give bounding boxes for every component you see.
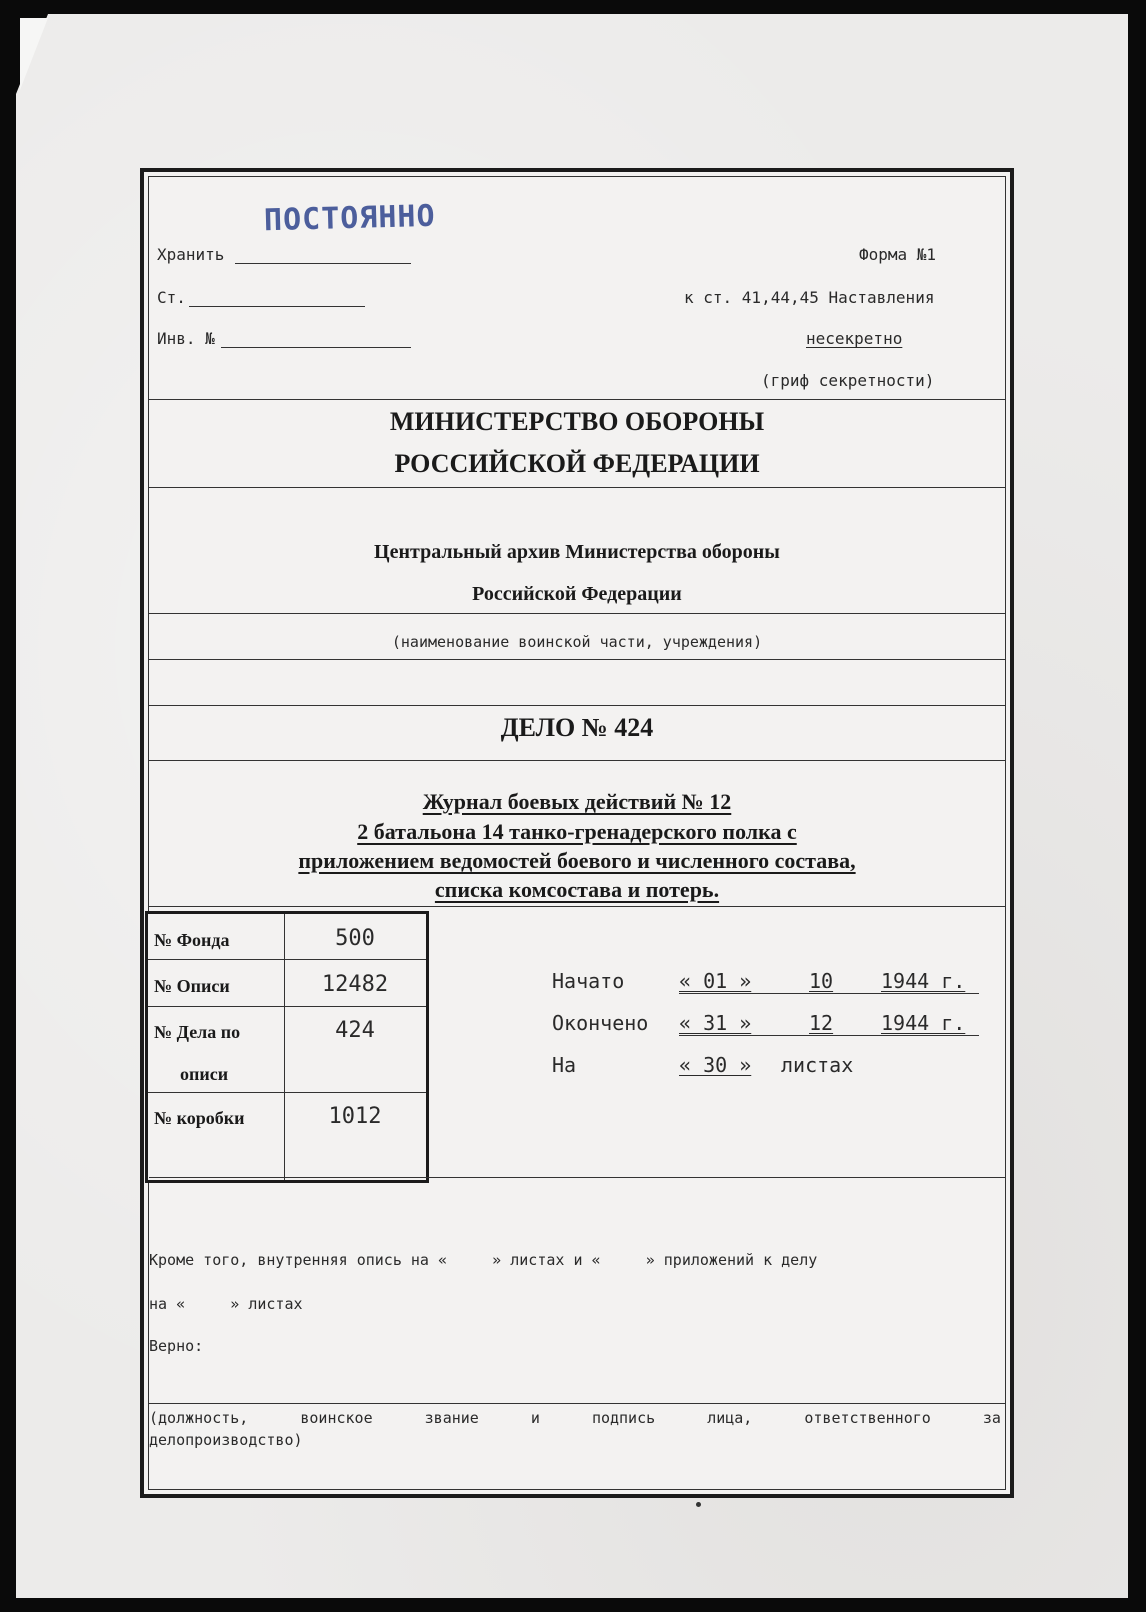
khranit-label: Хранить bbox=[157, 245, 225, 264]
sheets-unit: листах bbox=[781, 1053, 854, 1077]
divider-5 bbox=[149, 705, 1005, 706]
journal-line3: приложением ведомостей боевого и численного состава, bbox=[298, 848, 856, 873]
ended-day: « 31 » bbox=[679, 1011, 752, 1035]
started-month: 10 bbox=[809, 969, 834, 993]
table-row-value: 12482 bbox=[321, 972, 389, 997]
divider-3 bbox=[149, 613, 1005, 614]
journal-line2: 2 батальона 14 танко-гренадерского полка с bbox=[357, 819, 797, 844]
sheets-label: На bbox=[552, 1053, 577, 1077]
divider-4 bbox=[149, 659, 1005, 660]
divider-1 bbox=[149, 399, 1005, 400]
table-row-divider bbox=[148, 1006, 426, 1007]
journal-line1: Журнал боевых действий № 12 bbox=[422, 789, 732, 814]
signature-caption-word: и bbox=[530, 1409, 540, 1427]
divider-8 bbox=[149, 1177, 1005, 1178]
divider-9 bbox=[149, 1403, 1005, 1404]
st-line bbox=[189, 306, 365, 307]
inventory-note-line2: на « » листах bbox=[149, 1295, 303, 1313]
signature-caption-word: за bbox=[982, 1409, 1001, 1427]
table-row-label: № Описи bbox=[154, 976, 230, 996]
nastavleniya-ref: к ст. 41,44,45 Наставления bbox=[684, 288, 935, 307]
archive-line1: Центральный архив Министерства обороны bbox=[374, 541, 780, 563]
started-label: Начато bbox=[552, 969, 625, 993]
case-title: ДЕЛО № 424 bbox=[500, 713, 654, 742]
st-label: Ст. bbox=[157, 288, 186, 307]
khranit-line bbox=[235, 263, 411, 264]
archive-form bbox=[140, 168, 1014, 1498]
form-number: Форма №1 bbox=[859, 245, 937, 264]
started-year: 1944 г. bbox=[881, 969, 966, 993]
ministry-line1: МИНИСТЕРСТВО ОБОРОНЫ bbox=[389, 407, 765, 436]
ended-month: 12 bbox=[809, 1011, 834, 1035]
archive-index-table bbox=[145, 911, 429, 1183]
permanent-stamp: ПОСТОЯННО bbox=[263, 198, 436, 239]
inv-label: Инв. № bbox=[157, 329, 215, 348]
table-row-label: № коробки bbox=[154, 1108, 245, 1128]
sheets-value: « 30 » bbox=[679, 1053, 752, 1077]
archive-caption: (наименование воинской части, учреждения) bbox=[391, 633, 763, 651]
secrecy-value: несекретно bbox=[806, 329, 903, 348]
form-inner-border bbox=[148, 176, 1006, 1490]
page-corner-fold-inner bbox=[20, 18, 48, 90]
secrecy-caption: (гриф секретности) bbox=[761, 371, 935, 390]
table-row-value: 1012 bbox=[328, 1104, 382, 1129]
table-column-divider bbox=[284, 914, 285, 1180]
table-row-value: 500 bbox=[335, 926, 375, 951]
journal-line4: списка комсостава и потерь. bbox=[434, 877, 720, 902]
verno-label: Верно: bbox=[149, 1337, 204, 1355]
started-day: « 01 » bbox=[679, 969, 752, 993]
table-row-value: 424 bbox=[335, 1018, 375, 1043]
divider-7 bbox=[149, 906, 1005, 907]
archive-line2: Российской Федерации bbox=[472, 583, 682, 605]
signature-caption-word: звание bbox=[424, 1409, 479, 1427]
ministry-line2: РОССИЙСКОЙ ФЕДЕРАЦИИ bbox=[394, 449, 760, 478]
table-row-label: № Фонда bbox=[154, 930, 230, 950]
table-row-divider bbox=[148, 1092, 426, 1093]
divider-6 bbox=[149, 760, 1005, 761]
signature-caption-word: воинское bbox=[300, 1409, 373, 1427]
ink-dot bbox=[696, 1502, 701, 1507]
signature-caption-word: подпись bbox=[591, 1409, 656, 1427]
ended-label: Окончено bbox=[552, 1011, 649, 1035]
ended-year: 1944 г. bbox=[881, 1011, 966, 1035]
started-line bbox=[679, 993, 979, 994]
table-row-label: № Дела по bbox=[154, 1022, 241, 1042]
inv-line bbox=[221, 347, 411, 348]
signature-caption-word: (должность, bbox=[149, 1409, 249, 1427]
ended-line bbox=[679, 1035, 979, 1036]
signature-caption-line1 bbox=[149, 1409, 1001, 1427]
inventory-note-line1: Кроме того, внутренняя опись на « » листах и « » приложений к делу bbox=[149, 1251, 818, 1269]
divider-2 bbox=[149, 487, 1005, 488]
signature-caption-word: лица, bbox=[707, 1409, 753, 1427]
table-row-divider bbox=[148, 959, 426, 960]
table-row-label-cont: описи bbox=[180, 1064, 229, 1084]
signature-caption-word: ответственного bbox=[804, 1409, 931, 1427]
signature-caption-line2: делопроизводство) bbox=[149, 1431, 303, 1449]
